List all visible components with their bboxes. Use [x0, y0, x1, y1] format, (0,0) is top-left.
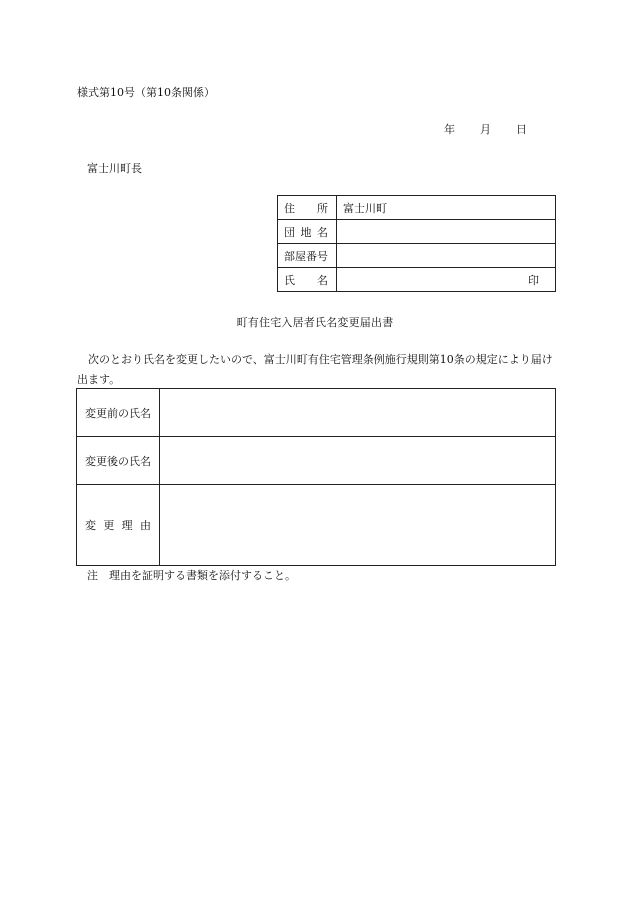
label-char: 名	[317, 225, 328, 239]
label-char: 地	[300, 225, 312, 239]
date-line	[444, 121, 527, 137]
seal-mark: 印	[528, 274, 539, 287]
label-char: 名	[317, 273, 328, 287]
label-char: 所	[317, 201, 328, 215]
reason-label	[85, 517, 151, 533]
complex-label-cell	[278, 220, 337, 244]
address-value[interactable]: 富士川町	[337, 196, 556, 220]
body-text: 次のとおり氏名を変更したいので、富士川町有住宅管理条例施行規則第10条の規定により届け出ます。	[77, 353, 553, 386]
label-char: 屋	[295, 249, 306, 263]
label-char: 氏	[284, 273, 295, 287]
reason-label-cell	[77, 485, 160, 566]
label-char: 理	[121, 519, 133, 532]
reason-row	[77, 485, 556, 566]
label-char: 部	[284, 249, 295, 263]
room-value[interactable]	[337, 244, 556, 268]
label-char: 由	[139, 519, 151, 532]
date-year: 年	[444, 123, 455, 136]
date-month: 月	[480, 123, 491, 136]
complex-label	[284, 224, 328, 240]
complex-value[interactable]	[337, 220, 556, 244]
name-label-cell	[278, 268, 337, 292]
label-char: 更	[103, 519, 115, 532]
form-number: 様式第10号（第10条関係）	[77, 86, 215, 99]
applicant-table	[277, 195, 556, 292]
document-title: 町有住宅入居者氏名変更届出書	[236, 316, 394, 329]
address-label	[284, 200, 328, 216]
after-value[interactable]	[160, 437, 556, 485]
name-label	[284, 272, 328, 288]
name-row	[278, 268, 556, 292]
label-char: 番	[306, 249, 317, 263]
after-label: 変更後の氏名	[77, 437, 160, 485]
label-char: 号	[317, 249, 328, 263]
label-char: 変	[85, 519, 96, 532]
note: 注 理由を証明する書類を添付すること。	[87, 569, 296, 582]
complex-row	[278, 220, 556, 244]
name-value-cell[interactable]	[337, 268, 556, 292]
address-row	[278, 196, 556, 220]
address-label-cell	[278, 196, 337, 220]
addressee: 富士川町長	[87, 162, 142, 175]
change-table	[76, 388, 556, 566]
before-label: 変更前の氏名	[77, 389, 160, 437]
label-char: 団	[284, 225, 295, 239]
before-row	[77, 389, 556, 437]
room-row	[278, 244, 556, 268]
label-char: 住	[284, 201, 295, 215]
room-label-cell	[278, 244, 337, 268]
date-day: 日	[516, 123, 527, 136]
before-value[interactable]	[160, 389, 556, 437]
after-row	[77, 437, 556, 485]
room-label	[284, 248, 328, 264]
reason-value[interactable]	[160, 485, 556, 566]
